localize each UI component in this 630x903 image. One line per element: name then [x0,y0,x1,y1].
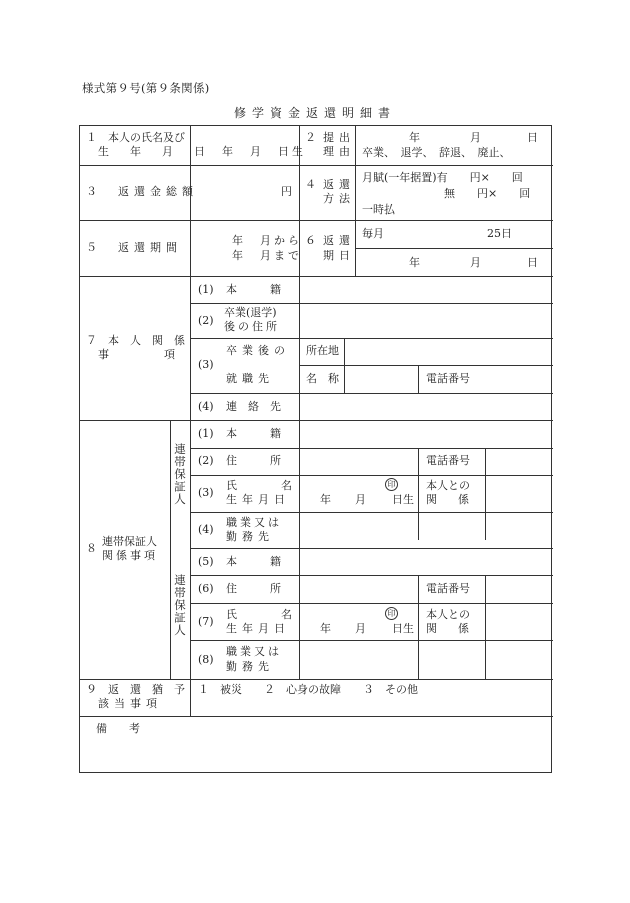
installment-with: 月賦(一年据置)有 円× 回 [362,171,523,184]
reason-label: 理由 [323,145,355,158]
g1-birth-day: 日生 [392,493,414,506]
total-yen-unit: 円 [281,185,292,198]
due-year: 年 [409,256,420,269]
guarantor-section-label-b: 関係事項 [102,549,158,562]
period-from: 年 月から [232,234,302,247]
page-title: 修学資金返還明細書 [233,106,396,120]
due-label-a: 返還 [323,234,355,247]
guarantor-section-no: ８ [86,542,97,555]
g2-birth-year: 年 [320,622,331,635]
g2-relation-label-a: 本人との [426,608,470,621]
installment-without: 無 円× 回 [444,187,531,200]
method-no: ４ [305,178,316,191]
personal-info-label: ７ 本 人 関 係 [86,334,185,347]
reason-options: 卒業、 退学、 辞退、 廃止、 [362,146,511,159]
grad-address-label-a: 卒業(退学) [224,306,277,319]
method-label-b: 方法 [323,192,355,205]
due-month: 月 [470,256,481,269]
repayment-period-label: ５ 返還期間 [86,241,182,254]
g2-item-6-no: (6) [198,582,214,595]
g1-occupation-label-a: 職業又は [226,516,282,529]
g1-relation-label-b: 関 係 [426,493,474,506]
guarantor-section-label-a: 連帯保証人 [102,535,157,548]
g1-item-1-no: (1) [198,427,214,440]
item-1-no: (1) [198,283,214,296]
total-repayment-label: ３ 返還金総額 [86,185,198,198]
due-date-no: ６ [305,234,316,247]
remarks-label: 備 考 [96,722,140,735]
honseki-label: 本 籍 [226,283,281,296]
day-25: 25日 [487,227,512,240]
grad-address-label-b: 後の住所 [224,320,280,333]
g1-birthdate-label: 生年月日 [226,493,290,506]
g1-honseki-label: 本 籍 [226,427,281,440]
g1-birth-month: 月 [355,493,366,506]
g2-seal-icon: 印 [385,607,398,620]
g2-item-5-no: (5) [198,555,214,568]
g2-birth-day: 日生 [392,622,414,635]
g2-occupation-label-b: 勤務先 [226,660,274,673]
g2-name-label: 氏 名 [226,608,292,621]
birthdate-label: 生 年 月 日 [98,145,210,158]
contact-label: 連 絡 先 [226,400,281,413]
form-number: 様式第９号(第９条関係) [82,81,210,95]
location-label: 所在地 [306,344,339,357]
g1-phone-label: 電話番号 [426,454,470,467]
g2-item-7-no: (7) [198,615,214,628]
g1-seal-icon: 印 [385,478,398,491]
employment-label-b: 就職先 [226,372,274,385]
guarantor-2-label: 連帯保証人 [173,574,187,637]
item-3-no: (3) [198,358,214,371]
deferral-label-b: 該当事項 [98,697,162,710]
repayment-form [79,125,552,773]
g2-occupation-label-a: 職業又は [226,645,282,658]
submission-no: ２ [305,131,316,144]
g2-birth-month: 月 [355,622,366,635]
g1-address-label: 住 所 [226,454,281,467]
monthly-label: 毎月 [362,227,384,240]
g1-birth-year: 年 [320,493,331,506]
submit-month: 月 [470,131,481,144]
name-birth-label: １ 本人の氏名及び [86,131,185,144]
g2-address-label: 住 所 [226,582,281,595]
submission-label: 提出 [323,131,355,144]
item-4-no: (4) [198,400,214,413]
deferral-options: １ 被災 ２ 心身の故障 ３ その他 [198,683,418,696]
g1-occupation-label-b: 勤務先 [226,530,274,543]
g1-name-label: 氏 名 [226,479,292,492]
g1-relation-label-a: 本人との [426,479,470,492]
g2-birthdate-label: 生年月日 [226,622,290,635]
submit-day: 日 [527,131,538,144]
g2-phone-label: 電話番号 [426,582,470,595]
due-label-b: 期日 [323,249,355,262]
submit-year: 年 [409,131,420,144]
method-label-a: 返還 [323,178,355,191]
guarantor-1-label: 連帯保証人 [173,443,187,506]
birthdate-value: 年 月 日生 [222,145,306,158]
personal-info-label-b: 事 項 [98,348,175,361]
period-to: 年 月まで [232,249,302,262]
deferral-label: ９ 返 還 猶 予 [86,683,185,696]
g2-relation-label-b: 関 係 [426,622,474,635]
item-2-no: (2) [198,314,214,327]
g1-item-4-no: (4) [198,523,214,536]
due-day: 日 [527,256,538,269]
g1-item-3-no: (3) [198,486,214,499]
g1-item-2-no: (2) [198,454,214,467]
phone-label: 電話番号 [426,372,470,385]
g2-honseki-label: 本 籍 [226,555,281,568]
company-name-label: 名 称 [306,372,339,385]
g2-item-8-no: (8) [198,653,214,666]
lump-sum: 一時払 [362,203,395,216]
employment-label-a: 卒業後の [226,344,290,357]
